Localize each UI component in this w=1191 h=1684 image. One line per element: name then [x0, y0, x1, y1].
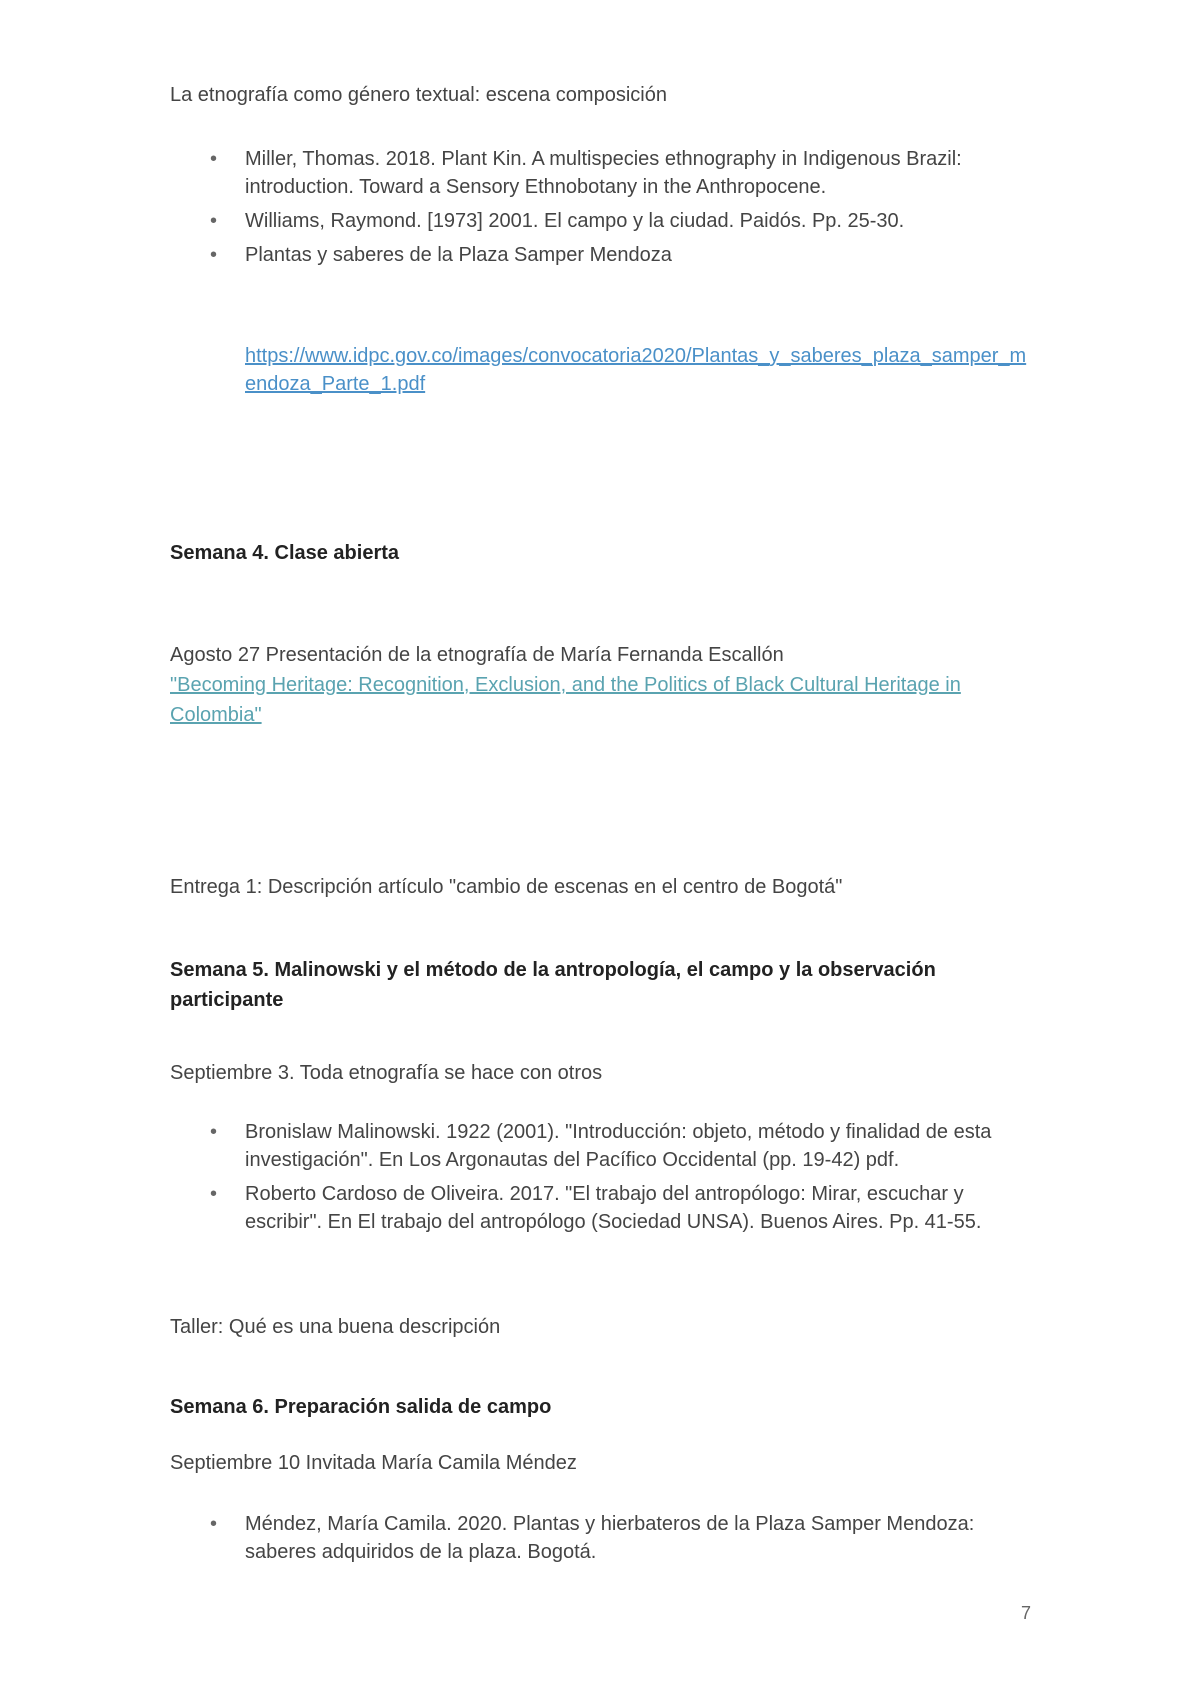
reference-text: Méndez, María Camila. 2020. Plantas y hierbateros de la Plaza Samper Mendoza: saberes adquiridos de la plaza. Bogotá. [245, 1513, 975, 1563]
list-item [210, 207, 1030, 235]
week5-date: Septiembre 3. Toda etnografía se hace con otros [170, 1062, 603, 1084]
bullet: • [210, 244, 218, 266]
taller-text: Taller: Qué es una buena descripción [170, 1316, 501, 1338]
list-item [210, 1180, 1030, 1236]
deliverable-text: Entrega 1: Descripción artículo "cambio de escenas en el centro de Bogotá" [170, 876, 843, 898]
week6-date: Septiembre 10 Invitada María Camila Méndez [170, 1452, 577, 1474]
bullet: • [210, 1513, 218, 1535]
reference-text: Roberto Cardoso de Oliveira. 2017. "El trabajo del antropólogo: Mirar, escuchar y escribir". En El trabajo del antropólogo (Sociedad UNSA). Buenos Aires. Pp. 41-55. [245, 1183, 982, 1233]
week6-reference-list [210, 1510, 1030, 1572]
week4-date: Agosto 27 Presentación de la etnografía de María Fernanda Escallón [170, 644, 784, 666]
reference-text: Williams, Raymond. [1973] 2001. El campo y la ciudad. Paidós. Pp. 25-30. [245, 210, 905, 232]
page-number: 7 [1020, 1603, 1031, 1623]
week5-reference-list [210, 1118, 1030, 1242]
week6-heading: Semana 6. Preparación salida de campo [170, 1396, 552, 1418]
reference-text: Plantas y saberes de la Plaza Samper Mendoza [245, 244, 672, 266]
bullet: • [210, 1121, 218, 1143]
plantas-saberes-link[interactable]: https://www.idpc.gov.co/images/convocatoria2020/Plantas_y_saberes_plaza_samper_mendoza_Parte_1.pdf [245, 345, 1027, 395]
bullet: • [210, 148, 218, 170]
list-item [210, 241, 1030, 269]
list-item [210, 145, 1030, 201]
week5-heading: Semana 5. Malinowski y el método de la antropología, el campo y la observación participante [170, 959, 936, 1011]
intro-paragraph: La etnografía como género textual: escena composición [170, 84, 667, 106]
bullet: • [210, 1183, 218, 1205]
list-item [210, 1510, 1030, 1566]
becoming-heritage-link[interactable]: "Becoming Heritage: Recognition, Exclusion, and the Politics of Black Cultural Heritage in Colombia" [170, 674, 961, 726]
week4-heading: Semana 4. Clase abierta [170, 542, 400, 564]
intro-reference-list [210, 145, 1030, 275]
list-item [210, 1118, 1030, 1174]
reference-text: Bronislaw Malinowski. 1922 (2001). "Introducción: objeto, método y finalidad de esta investigación". En Los Argonautas del Pacífico Occidental (pp. 19-42) pdf. [245, 1121, 992, 1171]
reference-text: Miller, Thomas. 2018. Plant Kin. A multispecies ethnography in Indigenous Brazil: introduction. Toward a Sensory Ethnobotany in the Anthropocene. [245, 148, 962, 198]
bullet: • [210, 210, 218, 232]
